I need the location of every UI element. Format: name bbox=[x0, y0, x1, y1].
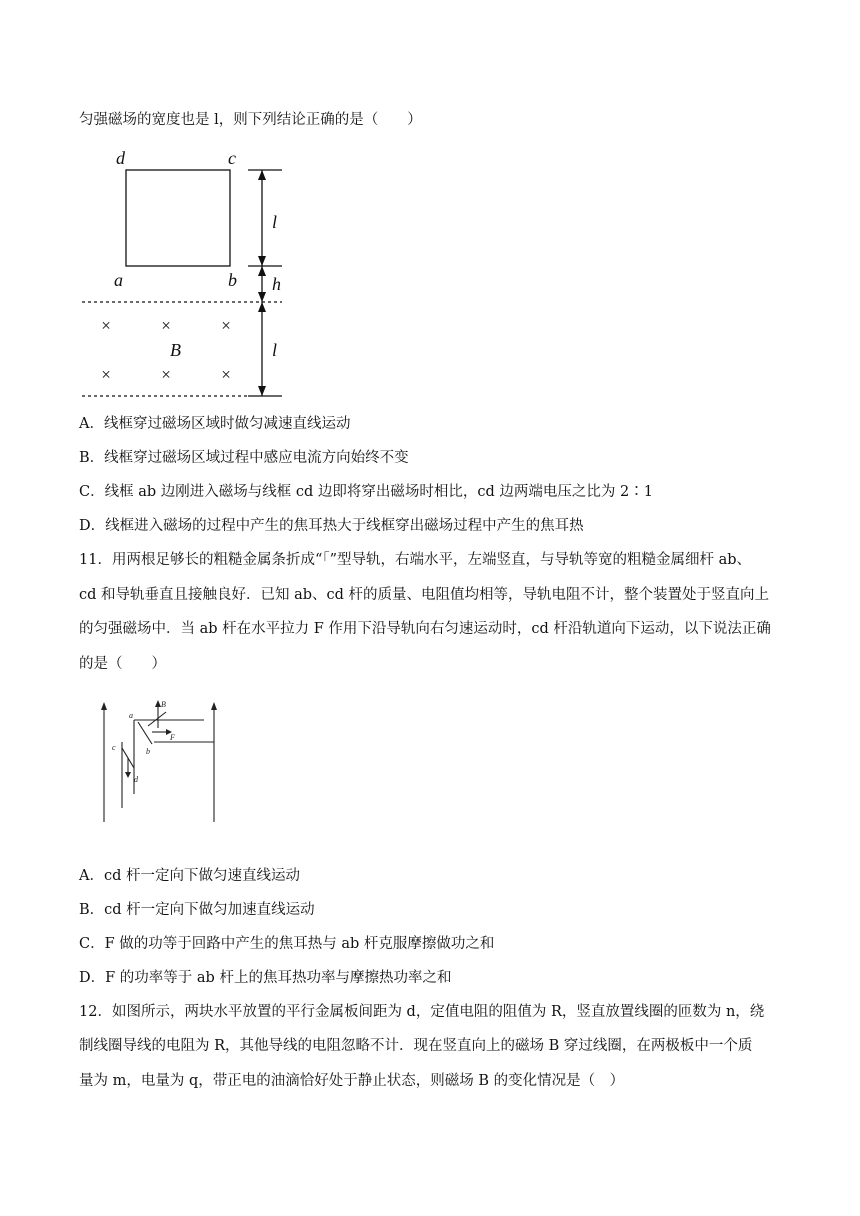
label-l2: l bbox=[272, 340, 278, 360]
q11-option-a: A．cd 杆一定向下做匀速直线运动 bbox=[79, 868, 300, 884]
label-B: B bbox=[161, 700, 166, 709]
field-mark: × bbox=[101, 365, 111, 384]
label-d: d bbox=[134, 775, 138, 784]
q11-stem-line-1: 11．用两根足够长的粗糙金属条折成“「”型导轨，右端水平，左端竖直，与导轨等宽的粗糙金属细杆 ab、 bbox=[79, 552, 752, 568]
q10-option-c: C．线框 ab 边刚进入磁场与线框 cd 边即将穿出磁场时相比，cd 边两端电压之比为 2∶1 bbox=[79, 484, 653, 500]
label-a: a bbox=[114, 270, 123, 290]
q11-option-c: C．F 做的功等于回路中产生的焦耳热与 ab 杆克服摩擦做功之和 bbox=[79, 936, 495, 952]
q10-stem-tail: 匀强磁场的宽度也是 l，则下列结论正确的是（ ） bbox=[79, 112, 422, 128]
q11-stem-line-2: cd 和导轨垂直且接触良好．已知 ab、cd 杆的质量、电阻值均相等，导轨电阻不计，整个装置处于竖直向上 bbox=[79, 587, 770, 603]
q11-option-d: D．F 的功率等于 ab 杆上的焦耳热功率与摩擦热功率之和 bbox=[79, 970, 452, 986]
field-mark: × bbox=[161, 365, 171, 384]
label-c: c bbox=[112, 743, 116, 752]
q12-stem-line-2: 制线圈导线的电阻为 R，其他导线的电阻忽略不计．现在竖直向上的磁场 B 穿过线圈，在两极板中一个质 bbox=[79, 1038, 753, 1054]
q12-stem-line-3: 量为 m，电量为 q，带正电的油滴恰好处于静止状态，则磁场 B 的变化情况是（ ） bbox=[79, 1073, 625, 1089]
q10-option-d: D．线框进入磁场的过程中产生的焦耳热大于线框穿出磁场过程中产生的焦耳热 bbox=[79, 518, 584, 534]
q10-figure-coil-field bbox=[76, 144, 296, 400]
q11-figure-rails bbox=[96, 698, 226, 826]
label-b: b bbox=[146, 747, 150, 756]
label-F: F bbox=[170, 733, 175, 742]
q10-option-b: B．线框穿过磁场区域过程中感应电流方向始终不变 bbox=[79, 450, 409, 466]
label-h: h bbox=[272, 274, 281, 294]
label-b: b bbox=[228, 270, 237, 290]
label-B: B bbox=[170, 340, 181, 360]
field-mark: × bbox=[101, 316, 111, 335]
label-a: a bbox=[129, 711, 133, 720]
label-l1: l bbox=[272, 212, 278, 232]
field-mark: × bbox=[161, 316, 171, 335]
label-d: d bbox=[116, 148, 125, 168]
field-mark: × bbox=[221, 316, 231, 335]
field-mark: × bbox=[221, 365, 231, 384]
label-c: c bbox=[228, 148, 236, 168]
coil-square bbox=[126, 170, 230, 266]
q12-stem-line-1: 12．如图所示，两块水平放置的平行金属板间距为 d，定值电阻的阻值为 R，竖直放置线圈的匝数为 n，绕 bbox=[79, 1004, 765, 1020]
q11-stem-line-3: 的匀强磁场中．当 ab 杆在水平拉力 F 作用下沿导轨向右匀速运动时，cd 杆沿轨道向下运动，以下说法正确 bbox=[79, 621, 771, 637]
q10-option-a: A．线框穿过磁场区域时做匀减速直线运动 bbox=[79, 416, 351, 432]
q11-stem-line-4: 的是（ ） bbox=[79, 656, 166, 672]
q11-option-b: B．cd 杆一定向下做匀加速直线运动 bbox=[79, 902, 315, 918]
